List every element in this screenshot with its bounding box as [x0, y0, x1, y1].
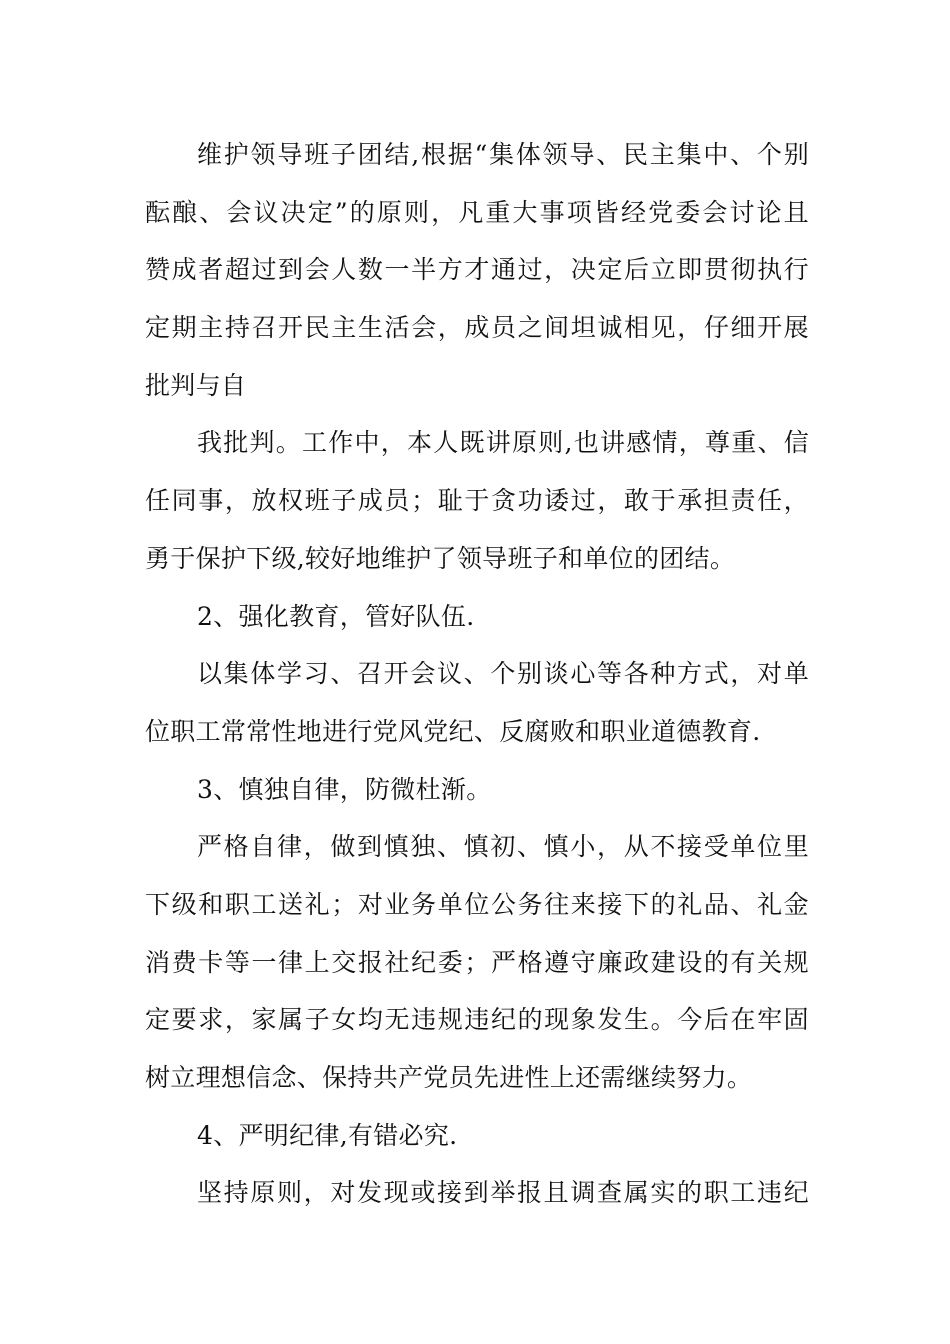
text-line: 树立理想信念、保持共产党员先进性上还需继续努力。: [145, 1063, 753, 1092]
text-line: 批判与自: [145, 370, 247, 400]
text-line: 下级和职工送礼；对业务单位公务往来接下的礼品、礼金: [145, 889, 809, 919]
text-line: 严格自律，做到慎独、慎初、慎小，从不接受单位里: [197, 832, 809, 862]
text-line: 以集体学习、召开会议、个别谈心等各种方式，对单: [197, 659, 809, 689]
section-heading: 3、慎独自律，防微杜渐。: [197, 774, 492, 804]
text-line: 任同事，放权班子成员；耻于贪功诿过，敢于承担责任，: [145, 486, 809, 516]
section-heading: 4、严明纪律,有错必究.: [197, 1120, 458, 1150]
text-line: 维护领导班子团结,根据“集体领导、民主集中、个别: [197, 140, 809, 169]
text-line: 赞成者超过到会人数一半方才通过，决定后立即贯彻执行: [145, 255, 809, 285]
text-line: 位职工常常性地进行党风党纪、反腐败和职业道德教育.: [145, 716, 761, 746]
text-line: 坚持原则，对发现或接到举报且调查属实的职工违纪: [197, 1178, 809, 1208]
text-line: 定要求，家属子女均无违规违纪的现象发生。今后在牢固: [145, 1005, 809, 1035]
document-body: [145, 126, 809, 1222]
text-line: 消费卡等一律上交报社纪委；严格遵守廉政建设的有关规: [145, 947, 809, 977]
text-line: 酝酿、会议决定”的原则，凡重大事项皆经党委会讨论且: [145, 197, 809, 227]
text-line: 勇于保护下级,较好地维护了领导班子和单位的团结。: [145, 543, 736, 573]
section-heading: 2、强化教育，管好队伍.: [197, 601, 475, 631]
text-line: 定期主持召开民主生活会，成员之间坦诚相见，仔细开展: [145, 313, 809, 343]
text-line: 我批判。工作中，本人既讲原则,也讲感情，尊重、信: [197, 428, 809, 458]
